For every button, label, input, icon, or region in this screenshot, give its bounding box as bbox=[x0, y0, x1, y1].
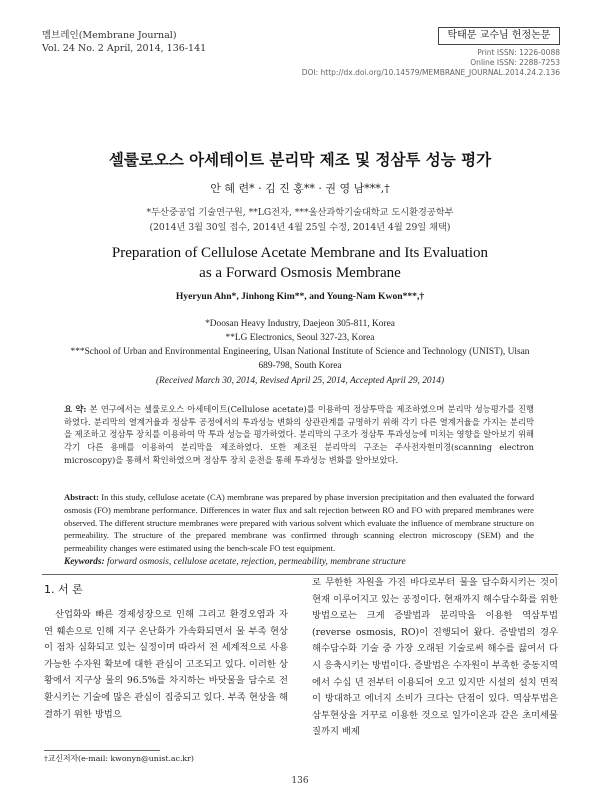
keywords-label: Keywords: bbox=[64, 557, 105, 567]
abstract-english bbox=[64, 491, 534, 555]
affiliation-english-3: ***School of Urban and Environmental Engineering, Ulsan National Institute of Science and Technology (UNIST), Ulsan bbox=[70, 347, 530, 357]
page-number: 136 bbox=[291, 776, 309, 786]
keywords-text: forward osmosis, cellulose acetate, rejection, permeability, membrane structure bbox=[106, 557, 406, 567]
abstract-english-text: In this study, cellulose acetate (CA) membrane was prepared by phase inversion precipitation and then evaluated the forward osmosis (FO) membrane performance. Differences in water flux and salt rejection between RO and FO with prepared membranes were observed. The different structure membranes were prepared with various solvent which evaluate the influence of membrane structure on permeability. The structure of the prepared membrane was confirmed through scanning electron microscopy (SEM) and the permeability changes were estimated using the bench-scale FO test equipment. bbox=[64, 492, 535, 554]
abstract-korean bbox=[64, 403, 534, 467]
journal-volume: Vol. 24 No. 2 April, 2014, 136-141 bbox=[42, 43, 207, 54]
dedication-tag: 탁태문 교수님 헌정논문 bbox=[438, 27, 560, 45]
keywords bbox=[64, 557, 534, 567]
title-korean: 셀룰로오스 아세테이트 분리막 제조 및 정삼투 성능 평가 bbox=[108, 151, 492, 169]
issn-online: Online ISSN: 2288-7253 bbox=[470, 58, 560, 67]
journal-name: 멤브레인(Membrane Journal) bbox=[42, 30, 177, 41]
title-english-line2: as a Forward Osmosis Membrane bbox=[199, 265, 401, 281]
doi-line: DOI: http://dx.doi.org/10.14579/MEMBRANE_JOURNAL.2014.24.2.136 bbox=[301, 68, 560, 77]
body-paragraph-left: 산업화와 빠른 경제성장으로 인해 그리고 환경오염과 자연 훼손으로 인해 지구 온난화가 가속화되면서 물 부족 현상이 점차 심화되고 있는 실정이며 따라서 전 세계적으로 사용가능한 수자원 확보에 대한 관심이 고조되고 있다. 이러한 상황에서 지구상 물의 96.5%를 차지하는 바닷물을 담수로 전환시키는 기술에 많은 관심이 집중되고 있다. 부족 현상을 해결하기 위한 방법으 bbox=[44, 609, 288, 720]
body-paragraph-right: 로 무한한 자원을 가진 바다로부터 물을 담수화시키는 것이 현재 이루어지고 있는 공정이다. 현재까지 해수담수화를 위한 방법으로는 크게 증발법과 분리막을 이용한 역삼투법(reverse osmosis, RO)이 진행되어 왔다. 증발법의 경우 해수담수화 기술 중 가장 오래된 기술로써 해수를 끓여서 다시 응축시키는 방법이다. 증발법은 수자원이 부족한 중동지역에서 수십 년 전부터 이용되어 오고 있지만 시설의 설치 면적이 방대하고 에너지 소비가 크다는 단점이 있다. 역삼투법은 삼투현상을 거꾸로 이용한 것으로 일가이온과 같은 초미세물질까지 배제 bbox=[312, 577, 558, 738]
title-english-line1: Preparation of Cellulose Acetate Membrane and Its Evaluation bbox=[111, 245, 489, 261]
authors-english: Hyeryun Ahn*, Jinhong Kim**, and Young-Nam Kwon***,† bbox=[175, 291, 425, 302]
affiliation-english-2: **LG Electronics, Seoul 327-23, Korea bbox=[225, 333, 375, 343]
section-heading: 1. 서 론 bbox=[44, 583, 83, 596]
authors-korean: 안 혜 련* · 김 진 홍** · 권 영 남***,† bbox=[210, 182, 390, 195]
affiliation-english-1: *Doosan Heavy Industry, Daejeon 305-811, Korea bbox=[205, 319, 395, 329]
abstract-korean-text: 본 연구에서는 셀룰로오스 아세테이트(Cellulose acetate)를 이용하여 정삼투막을 제조하였으며 분리막 성능평가를 진행하였다. 분리막의 열계거율과 정삼투 공정에서의 투과성능 변화의 상관관계를 규명하기 위해 각기 다른 열계거율을 가지는 분리막을 제조하고 정삼투 장치를 이용하여 막 투과 성능을 평가하였다. 분리막의 구조가 정삼투 투과성능에 미치는 영향을 알아보기 위해 각기 다른 용매를 이용하여 분리막을 제조하였다. 또한 제조된 분리막의 구조는 주사전자현미경(scanning electron microscopy)을 통해서 확인하였으며 정삼투 장치 운전을 통해 투과성능 변화를 알아보았다. bbox=[64, 404, 534, 465]
dates-korean: (2014년 3월 30일 접수, 2014년 4월 25일 수정, 2014년 4월 29일 채택) bbox=[149, 222, 451, 233]
corresponding-author-footnote: †교신저자(e-mail: kwonyn@unist.ac.kr) bbox=[44, 754, 194, 763]
abstract-korean-label: 요 약: bbox=[64, 404, 87, 414]
body-column-right bbox=[312, 575, 558, 741]
affiliation-english-4: 689-798, South Korea bbox=[258, 361, 342, 371]
dates-english: (Received March 30, 2014, Revised April 25, 2014, Accepted April 29, 2014) bbox=[155, 376, 445, 386]
abstract-english-label: Abstract: bbox=[64, 492, 99, 502]
body-column-left bbox=[44, 607, 288, 723]
footnote-divider bbox=[44, 750, 160, 751]
issn-print: Print ISSN: 1226-0088 bbox=[477, 48, 560, 57]
affiliation-korean: *두산중공업 기술연구원, **LG전자, ***울산과학기술대학교 도시환경공학부 bbox=[146, 207, 454, 218]
